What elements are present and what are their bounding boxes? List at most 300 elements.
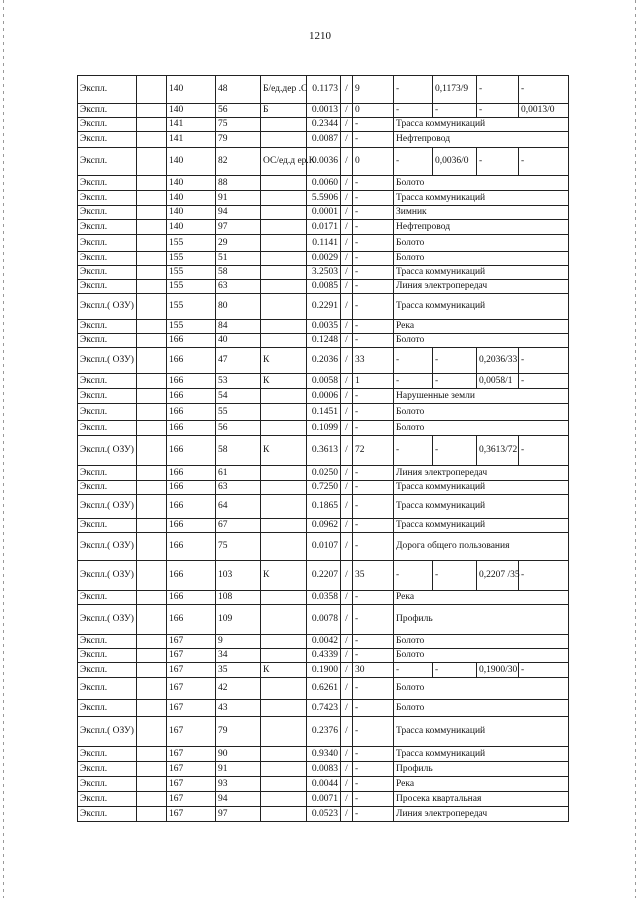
description-cell: Болото [394,678,569,700]
blank-cell [137,466,167,481]
quarter-cell: 140 [167,220,216,235]
col10-cell: - [433,561,477,591]
parcel-cell: 34 [216,649,261,663]
slash-cell: / [341,76,353,104]
slash-cell: / [341,320,353,334]
description-cell: Трасса коммуникаций [394,191,569,206]
blank-cell [137,348,167,374]
blank-cell [137,280,167,294]
slash-cell: / [341,519,353,533]
area-cell: 0.2376 [307,717,341,747]
category-cell [261,717,307,747]
parcel-cell: 91 [216,191,261,206]
scan-edge-left [3,0,4,898]
col12-cell: - [519,663,569,678]
usage-cell: Экспл. [78,747,137,762]
count-cell: - [353,334,394,348]
count-cell: - [353,389,394,404]
description-cell: Дорога общего пользования [394,533,569,561]
table-row [78,792,569,807]
count-cell: 0 [353,104,394,118]
table-row [78,495,569,519]
description-cell: Трасса коммуникаций [394,495,569,519]
quarter-cell: 167 [167,792,216,807]
blank-cell [137,635,167,649]
col10-cell: - [433,436,477,466]
area-cell: 0.0171 [307,220,341,235]
usage-cell: Экспл. [78,148,137,176]
table-row [78,389,569,404]
table-row [78,635,569,649]
table-row [78,777,569,792]
category-cell [261,747,307,762]
description-cell: Трасса коммуникаций [394,118,569,132]
quarter-cell: 140 [167,104,216,118]
usage-cell: Экспл. [78,118,137,132]
quarter-cell: 155 [167,266,216,280]
category-cell [261,792,307,807]
blank-cell [137,792,167,807]
parcel-cell: 43 [216,700,261,717]
category-cell [261,678,307,700]
blank-cell [137,374,167,389]
area-cell: 0.0107 [307,533,341,561]
count-cell: - [353,591,394,605]
usage-cell: Экспл. [78,374,137,389]
slash-cell: / [341,176,353,191]
count-cell: - [353,132,394,148]
parcel-cell: 90 [216,747,261,762]
col10-cell: 0,1173/9 [433,76,477,104]
count-cell: - [353,320,394,334]
blank-cell [137,252,167,266]
count-cell: - [353,220,394,235]
blank-cell [137,334,167,348]
col12-cell: - [519,76,569,104]
description-cell: Нарушенные земли [394,389,569,404]
table-row [78,436,569,466]
description-cell: Профиль [394,762,569,777]
table-row [78,421,569,436]
count-cell: - [353,700,394,717]
count-cell: - [353,118,394,132]
area-cell: 0.0035 [307,320,341,334]
category-cell [261,176,307,191]
category-cell [261,252,307,266]
description-cell: Река [394,320,569,334]
parcel-cell: 79 [216,717,261,747]
category-cell [261,320,307,334]
blank-cell [137,206,167,220]
col10-cell: - [433,348,477,374]
slash-cell: / [341,266,353,280]
quarter-cell: 167 [167,678,216,700]
usage-cell: Экспл. [78,252,137,266]
col9-cell: - [394,436,433,466]
category-cell: Б/ед.дер .С [261,76,307,104]
blank-cell [137,777,167,792]
col11-cell: 0,3613/72 [477,436,519,466]
slash-cell: / [341,635,353,649]
quarter-cell: 167 [167,635,216,649]
table-row [78,235,569,252]
parcel-cell: 79 [216,132,261,148]
description-cell: Просека квартальная [394,792,569,807]
category-cell: К [261,436,307,466]
quarter-cell: 166 [167,348,216,374]
description-cell: Болото [394,334,569,348]
area-cell: 0.9340 [307,747,341,762]
table-row [78,132,569,148]
area-cell: 0.2207 [307,561,341,591]
quarter-cell: 166 [167,404,216,421]
category-cell [261,777,307,792]
count-cell: - [353,717,394,747]
description-cell: Болото [394,176,569,191]
table-row [78,466,569,481]
area-cell: 0.1173 [307,76,341,104]
slash-cell: / [341,389,353,404]
blank-cell [137,220,167,235]
quarter-cell: 155 [167,320,216,334]
parcel-cell: 82 [216,148,261,176]
quarter-cell: 167 [167,663,216,678]
count-cell: - [353,533,394,561]
usage-cell: Экспл.( ОЗУ) [78,717,137,747]
area-cell: 0.0087 [307,132,341,148]
count-cell: - [353,280,394,294]
col12-cell: - [519,436,569,466]
quarter-cell: 166 [167,481,216,495]
parcel-cell: 58 [216,266,261,280]
usage-cell: Экспл. [78,389,137,404]
count-cell: - [353,747,394,762]
slash-cell: / [341,678,353,700]
table-row [78,533,569,561]
usage-cell: Экспл.( ОЗУ) [78,348,137,374]
category-cell [261,635,307,649]
area-cell: 0.3613 [307,436,341,466]
quarter-cell: 140 [167,76,216,104]
blank-cell [137,762,167,777]
usage-cell: Экспл. [78,404,137,421]
category-cell [261,404,307,421]
count-cell: 35 [353,561,394,591]
col10-cell: - [433,104,477,118]
slash-cell: / [341,561,353,591]
slash-cell: / [341,605,353,635]
parcel-cell: 94 [216,206,261,220]
usage-cell: Экспл.( ОЗУ) [78,605,137,635]
table-row [78,104,569,118]
area-cell: 0.0013 [307,104,341,118]
table-row [78,148,569,176]
count-cell: - [353,495,394,519]
slash-cell: / [341,700,353,717]
category-cell [261,206,307,220]
usage-cell: Экспл. [78,807,137,822]
area-cell: 0.7423 [307,700,341,717]
table-row [78,252,569,266]
description-cell: Нефтепровод [394,132,569,148]
parcel-cell: 93 [216,777,261,792]
parcel-cell: 97 [216,220,261,235]
slash-cell: / [341,191,353,206]
table-row [78,404,569,421]
quarter-cell: 167 [167,762,216,777]
count-cell: - [353,235,394,252]
blank-cell [137,294,167,320]
quarter-cell: 140 [167,191,216,206]
blank-cell [137,132,167,148]
quarter-cell: 166 [167,466,216,481]
description-cell: Болото [394,235,569,252]
count-cell: 30 [353,663,394,678]
slash-cell: / [341,807,353,822]
slash-cell: / [341,792,353,807]
col11-cell: 0,1900/30 [477,663,519,678]
area-cell: 0.1865 [307,495,341,519]
blank-cell [137,807,167,822]
page-number: 1210 [309,30,331,42]
description-cell: Трасса коммуникаций [394,717,569,747]
description-cell: Зимник [394,206,569,220]
usage-cell: Экспл. [78,421,137,436]
blank-cell [137,176,167,191]
count-cell: - [353,777,394,792]
usage-cell: Экспл. [78,649,137,663]
table-row [78,374,569,389]
col9-cell: - [394,148,433,176]
blank-cell [137,104,167,118]
parcel-cell: 97 [216,807,261,822]
parcel-cell: 61 [216,466,261,481]
usage-cell: Экспл. [78,191,137,206]
table-row [78,266,569,280]
parcel-cell: 55 [216,404,261,421]
usage-cell: Экспл. [78,635,137,649]
area-cell: 0.0001 [307,206,341,220]
blank-cell [137,678,167,700]
category-cell [261,334,307,348]
blank-cell [137,191,167,206]
quarter-cell: 166 [167,591,216,605]
area-cell: 0.0042 [307,635,341,649]
quarter-cell: 166 [167,495,216,519]
count-cell: - [353,605,394,635]
description-cell: Болото [394,404,569,421]
description-cell: Трасса коммуникаций [394,266,569,280]
slash-cell: / [341,280,353,294]
slash-cell: / [341,663,353,678]
usage-cell: Экспл.( ОЗУ) [78,533,137,561]
parcel-cell: 103 [216,561,261,591]
usage-cell: Экспл. [78,206,137,220]
parcel-cell: 84 [216,320,261,334]
blank-cell [137,76,167,104]
count-cell: - [353,678,394,700]
blank-cell [137,533,167,561]
area-cell: 0.0029 [307,252,341,266]
slash-cell: / [341,374,353,389]
parcel-cell: 47 [216,348,261,374]
col11-cell: - [477,148,519,176]
count-cell: - [353,176,394,191]
slash-cell: / [341,649,353,663]
usage-cell: Экспл. [78,132,137,148]
blank-cell [137,148,167,176]
slash-cell: / [341,533,353,561]
table-row [78,762,569,777]
parcel-cell: 75 [216,118,261,132]
parcel-cell: 75 [216,533,261,561]
quarter-cell: 141 [167,132,216,148]
category-cell [261,591,307,605]
col9-cell: - [394,76,433,104]
usage-cell: Экспл. [78,176,137,191]
quarter-cell: 155 [167,252,216,266]
blank-cell [137,421,167,436]
table-row [78,663,569,678]
quarter-cell: 167 [167,717,216,747]
table-row [78,76,569,104]
blank-cell [137,649,167,663]
blank-cell [137,561,167,591]
col11-cell: 0,2207 /35 [477,561,519,591]
table-row [78,191,569,206]
area-cell: 0.0058 [307,374,341,389]
parcel-cell: 64 [216,495,261,519]
table-row [78,700,569,717]
col10-cell: 0,0036/0 [433,148,477,176]
quarter-cell: 155 [167,280,216,294]
table-row [78,591,569,605]
usage-cell: Экспл. [78,700,137,717]
usage-cell: Экспл. [78,235,137,252]
category-cell: Б [261,104,307,118]
area-cell: 0.0085 [307,280,341,294]
table-row [78,294,569,320]
category-cell [261,132,307,148]
usage-cell: Экспл. [78,762,137,777]
description-cell: Нефтепровод [394,220,569,235]
description-cell: Трасса коммуникаций [394,747,569,762]
parcel-cell: 56 [216,421,261,436]
usage-cell: Экспл. [78,792,137,807]
slash-cell: / [341,235,353,252]
parcel-cell: 58 [216,436,261,466]
parcel-cell: 67 [216,519,261,533]
col11-cell: 0,0058/1 [477,374,519,389]
description-cell: Трасса коммуникаций [394,294,569,320]
table-row [78,678,569,700]
count-cell: - [353,191,394,206]
count-cell: - [353,762,394,777]
quarter-cell: 140 [167,148,216,176]
quarter-cell: 166 [167,436,216,466]
category-cell [261,280,307,294]
category-cell [261,807,307,822]
quarter-cell: 140 [167,206,216,220]
usage-cell: Экспл.( ОЗУ) [78,561,137,591]
category-cell: К [261,348,307,374]
usage-cell: Экспл. [78,591,137,605]
col9-cell: - [394,663,433,678]
col9-cell: - [394,348,433,374]
usage-cell: Экспл. [78,678,137,700]
count-cell: - [353,266,394,280]
area-cell: 0.0250 [307,466,341,481]
quarter-cell: 140 [167,176,216,191]
category-cell [261,533,307,561]
slash-cell: / [341,252,353,266]
area-cell: 0.0006 [307,389,341,404]
slash-cell: / [341,777,353,792]
blank-cell [137,495,167,519]
blank-cell [137,404,167,421]
table-row [78,747,569,762]
category-cell [261,191,307,206]
slash-cell: / [341,348,353,374]
category-cell [261,605,307,635]
quarter-cell: 166 [167,421,216,436]
table-row [78,334,569,348]
usage-cell: Экспл. [78,104,137,118]
quarter-cell: 141 [167,118,216,132]
quarter-cell: 167 [167,777,216,792]
quarter-cell: 155 [167,235,216,252]
table-row [78,220,569,235]
slash-cell: / [341,717,353,747]
slash-cell: / [341,591,353,605]
slash-cell: / [341,421,353,436]
quarter-cell: 167 [167,700,216,717]
category-cell [261,118,307,132]
count-cell: 72 [353,436,394,466]
blank-cell [137,700,167,717]
usage-cell: Экспл. [78,220,137,235]
slash-cell: / [341,118,353,132]
count-cell: 33 [353,348,394,374]
blank-cell [137,266,167,280]
table-row [78,807,569,822]
col9-cell: - [394,374,433,389]
parcel-cell: 42 [216,678,261,700]
table-row [78,605,569,635]
parcel-cell: 54 [216,389,261,404]
blank-cell [137,320,167,334]
area-cell: 0.0060 [307,176,341,191]
parcel-cell: 91 [216,762,261,777]
area-cell: 0.7250 [307,481,341,495]
blank-cell [137,481,167,495]
count-cell: - [353,294,394,320]
area-cell: 0.0071 [307,792,341,807]
table-body [78,76,569,822]
area-cell: 0.2344 [307,118,341,132]
blank-cell [137,235,167,252]
area-cell: 0.1141 [307,235,341,252]
area-cell: 0.4339 [307,649,341,663]
category-cell [261,389,307,404]
parcel-cell: 51 [216,252,261,266]
category-cell [261,700,307,717]
table-row [78,481,569,495]
quarter-cell: 166 [167,533,216,561]
quarter-cell: 167 [167,807,216,822]
slash-cell: / [341,436,353,466]
category-cell [261,495,307,519]
